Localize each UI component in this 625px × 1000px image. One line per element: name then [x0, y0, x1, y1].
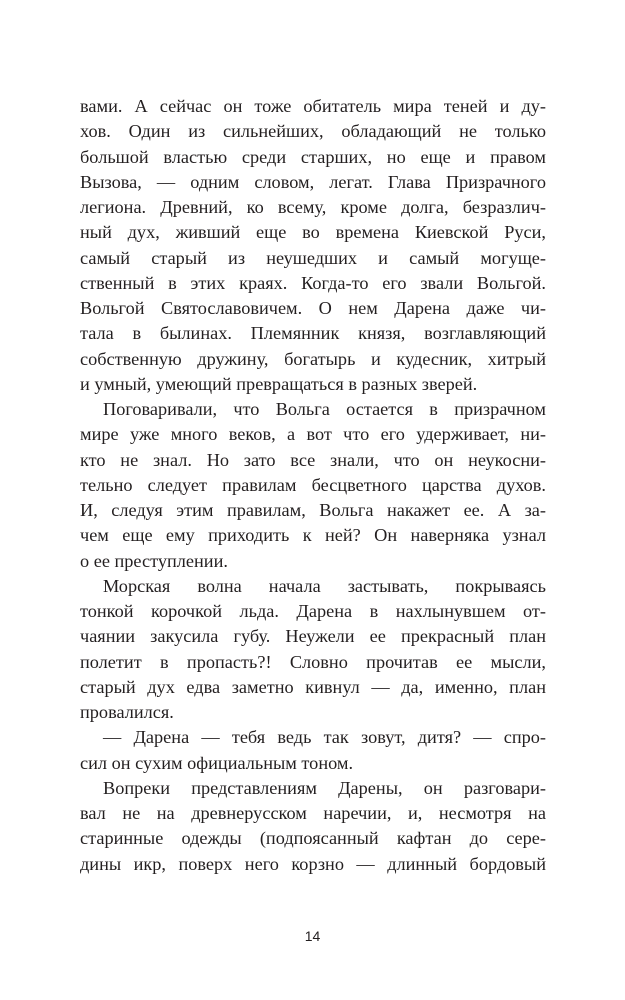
text-line: Вопреки представлениям Дарены, он разговари- [103, 777, 546, 798]
paragraph [80, 725, 546, 776]
text-line: легиона. Древний, ко всему, кроме долга, безразлич- [80, 197, 546, 217]
text-line: Поговаривали, что Вольга остается в призрачном [103, 399, 546, 419]
text-line: о ее преступлении. [80, 550, 228, 571]
text-line: вами. А сейчас он тоже обитатель мира теней и ду- [80, 96, 546, 116]
paragraph [80, 94, 546, 397]
paragraph [80, 574, 546, 726]
paragraph [80, 776, 546, 877]
text-line: тонкой корочкой льда. Дарена в нахлынувшем от- [80, 601, 546, 621]
text-line: сил он сухим официальным тоном. [80, 752, 354, 773]
text-line: хов. Один из сильнейших, обладающий не только [80, 121, 546, 142]
text-line: полетит в пропасть?! Словно прочитав ее мысли, [80, 651, 546, 672]
text-line: старинные одежды (подпоясанный кафтан до сере- [80, 828, 546, 849]
text-line: чем еще ему приходить к ней? Он наверняка узнал [80, 525, 546, 546]
text-line: большой властью среди старших, но еще и правом [80, 146, 546, 167]
text-line: кто не знал. Но зато все знали, что он неукосни- [80, 449, 546, 470]
text-line: — Дарена — тебя ведь так зовут, дитя? — спро- [103, 727, 546, 748]
text-line: собственную дружину, богатырь и кудесник, хитрый [80, 348, 546, 369]
text-line: дины икр, поверх него корзно — длинный бордовый [80, 853, 546, 874]
text-line: Морская волна начала застывать, покрываясь [103, 575, 546, 596]
text-line: и умный, умеющий превращаться в разных зверей. [80, 373, 478, 394]
text-line: ный дух, живший еще во времена Киевской Руси, [80, 222, 546, 243]
text-line: провалился. [80, 702, 174, 722]
text-line: вал не на древнерусском наречии, и, несмотря на [80, 803, 546, 823]
text-line: Вольгой Святославовичем. О нем Дарена даже чи- [80, 298, 546, 318]
text-line: тельно следует правилам бесцветного царства духов. [80, 474, 546, 495]
text-line: чаянии закусила губу. Неужели ее прекрасный план [80, 626, 546, 647]
page-number: 14 [304, 928, 321, 944]
text-line: самый старый из неушедших и самый могуще- [80, 247, 546, 268]
text-line: Вызова, — одним словом, легат. Глава Призрачного [80, 171, 546, 192]
text-line: ственный в этих краях. Когда-то его звали Вольгой. [80, 272, 546, 293]
text-line: мире уже много веков, а вот что его удерживает, ни- [80, 424, 546, 445]
paragraph [80, 397, 546, 574]
text-line: И, следуя этим правилам, Вольга накажет ее. А за- [80, 500, 546, 520]
text-line: тала в былинах. Племянник князя, возглавляющий [80, 323, 546, 344]
text-line: старый дух едва заметно кивнул — да, именно, план [80, 676, 546, 697]
page-body-text [80, 94, 546, 877]
